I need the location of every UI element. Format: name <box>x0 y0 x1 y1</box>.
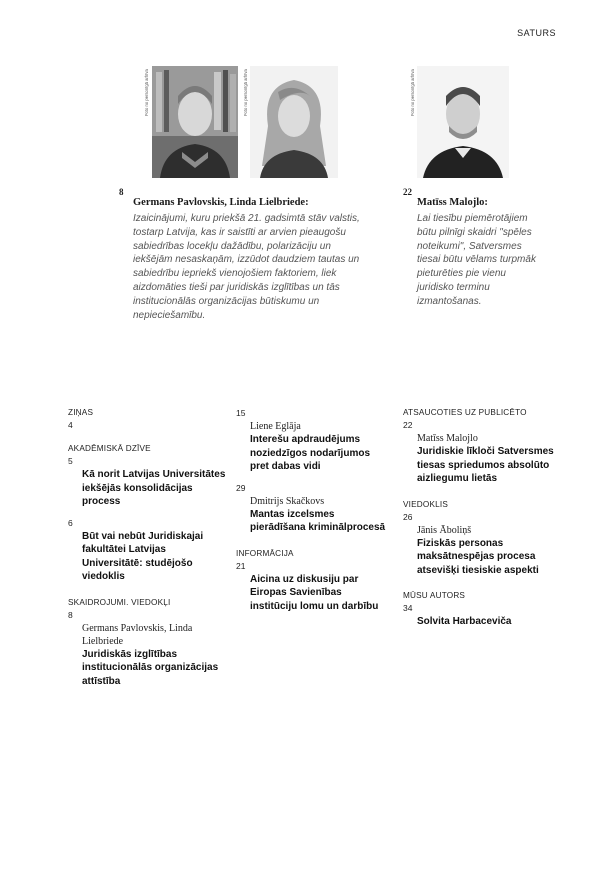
toc-section <box>403 591 568 629</box>
running-head: SATURS <box>517 28 556 38</box>
feature-page-number: 8 <box>119 187 124 197</box>
entry-title: Solvita Harbaceviča <box>417 616 512 627</box>
entry-page-number: 26 <box>403 511 413 522</box>
toc-column-3 <box>403 408 568 643</box>
toc-section <box>68 598 228 689</box>
toc-entry[interactable] <box>236 408 386 474</box>
entry-author: Jānis Āboliņš <box>417 524 472 536</box>
photo-credit: Foto no personīgā arhīva <box>243 69 248 116</box>
entry-page-number: 21 <box>236 560 246 571</box>
entry-title: Interešu apdraudējums noziedzīgos nodarījumos pret dabas vidi <box>250 434 371 472</box>
section-label: AKADĒMISKĀ DZĪVE <box>68 444 151 453</box>
photo-credit: Foto no personīgā arhīva <box>144 69 149 116</box>
toc-section <box>236 408 386 535</box>
toc-section <box>68 408 228 430</box>
toc-section <box>68 444 228 584</box>
feature-abstract: Izaicinājumi, kuru priekšā 21. gadsimtā stāv valstis, tostarp Latvija, kas ir saistīti ar arvien pieaugošu sabiedrības locekļu dažādību, polarizāciju un iekšējām nesaskaņām, izzūdot daudziem tautas un sabiedrību iepriekš vienojošiem faktoriem, liek aizdomāties tieši par juridiskās izglītības un tās institucionālās organizācijas būtiskumu un nepieciešamību. <box>133 213 360 321</box>
entry-title: Aicina uz diskusiju par Eiropas Savienības institūciju lomu un darbību <box>250 573 379 612</box>
toc-entry[interactable] <box>236 561 386 614</box>
entry-author: Matīss Malojlo <box>417 433 478 444</box>
toc-entry[interactable] <box>68 420 228 430</box>
section-label: VIEDOKLIS <box>403 499 449 509</box>
section-label: INFORMĀCIJA <box>236 548 294 558</box>
feature-abstract: Lai tiesību piemērotājiem būtu pilnīgi skaidri "spēles noteikumi", Satversmes tiesai būtu vēlams turpmāk pieturēties pie vienu juridisko terminu izmantošanas. <box>417 213 536 307</box>
entry-title: Mantas izcelsmes pierādīšana kriminālprocesā <box>250 508 386 533</box>
toc-column-1 <box>68 408 228 702</box>
entry-title: Būt vai nebūt Juridiskajai fakultātei Latvijas Universitātē: studējošo viedoklis <box>82 530 204 582</box>
entry-title: Juridiskās izglītības institucionālās organizācijas attīstība <box>82 648 219 687</box>
toc-entry[interactable] <box>236 483 386 535</box>
entry-page-number: 34 <box>403 603 413 613</box>
section-label: SKAIDROJUMI. VIEDOKĻI <box>68 597 171 607</box>
toc-entry[interactable] <box>403 420 568 486</box>
section-label: MŪSU AUTORS <box>403 591 466 600</box>
entry-title: Fiziskās personas maksātnespējas procesa atsevišķi tiesiskie aspekti <box>417 537 539 576</box>
entry-title: Kā norit Latvijas Universitātes iekšējās konsolidācijas process <box>82 469 226 507</box>
author-photo-germans-pavlovskis <box>152 66 238 178</box>
feature-author: Matīss Malojlo: <box>417 197 488 208</box>
entry-author: Germans Pavlovskis, Linda Lielbriede <box>82 622 193 647</box>
toc-section <box>403 500 568 578</box>
feature-author: Germans Pavlovskis, Linda Lielbriede: <box>133 197 309 208</box>
toc-section <box>236 549 386 614</box>
author-photo-linda-lielbriede <box>250 66 338 178</box>
toc-entry[interactable] <box>403 512 568 578</box>
entry-page-number: 4 <box>68 420 73 430</box>
entry-page-number: 15 <box>236 408 246 418</box>
entry-title: Juridiskie līkloči Satversmes tiesas spriedumos absolūto aizliegumu lietās <box>417 446 554 484</box>
feature-page-number: 22 <box>403 187 412 197</box>
entry-page-number: 6 <box>68 517 73 528</box>
entry-page-number: 8 <box>68 609 73 620</box>
section-label: ZIŅAS <box>68 408 94 417</box>
toc-column-2 <box>236 408 386 627</box>
entry-page-number: 5 <box>68 456 73 466</box>
toc-entry[interactable] <box>68 456 228 509</box>
toc-entry[interactable] <box>68 518 228 584</box>
entry-page-number: 22 <box>403 420 413 430</box>
photo-credit: Foto no personīgā arhīva <box>410 69 415 116</box>
toc-entry[interactable] <box>68 610 228 689</box>
section-label: ATSAUCOTIES UZ PUBLICĒTO <box>403 408 527 417</box>
toc-section <box>403 408 568 486</box>
entry-author: Dmitrijs Skačkovs <box>250 495 325 507</box>
entry-author: Liene Eglāja <box>250 421 301 432</box>
author-photo-matiss-malojlo <box>417 66 509 178</box>
entry-page-number: 29 <box>236 482 246 493</box>
toc-entry[interactable] <box>403 603 568 629</box>
